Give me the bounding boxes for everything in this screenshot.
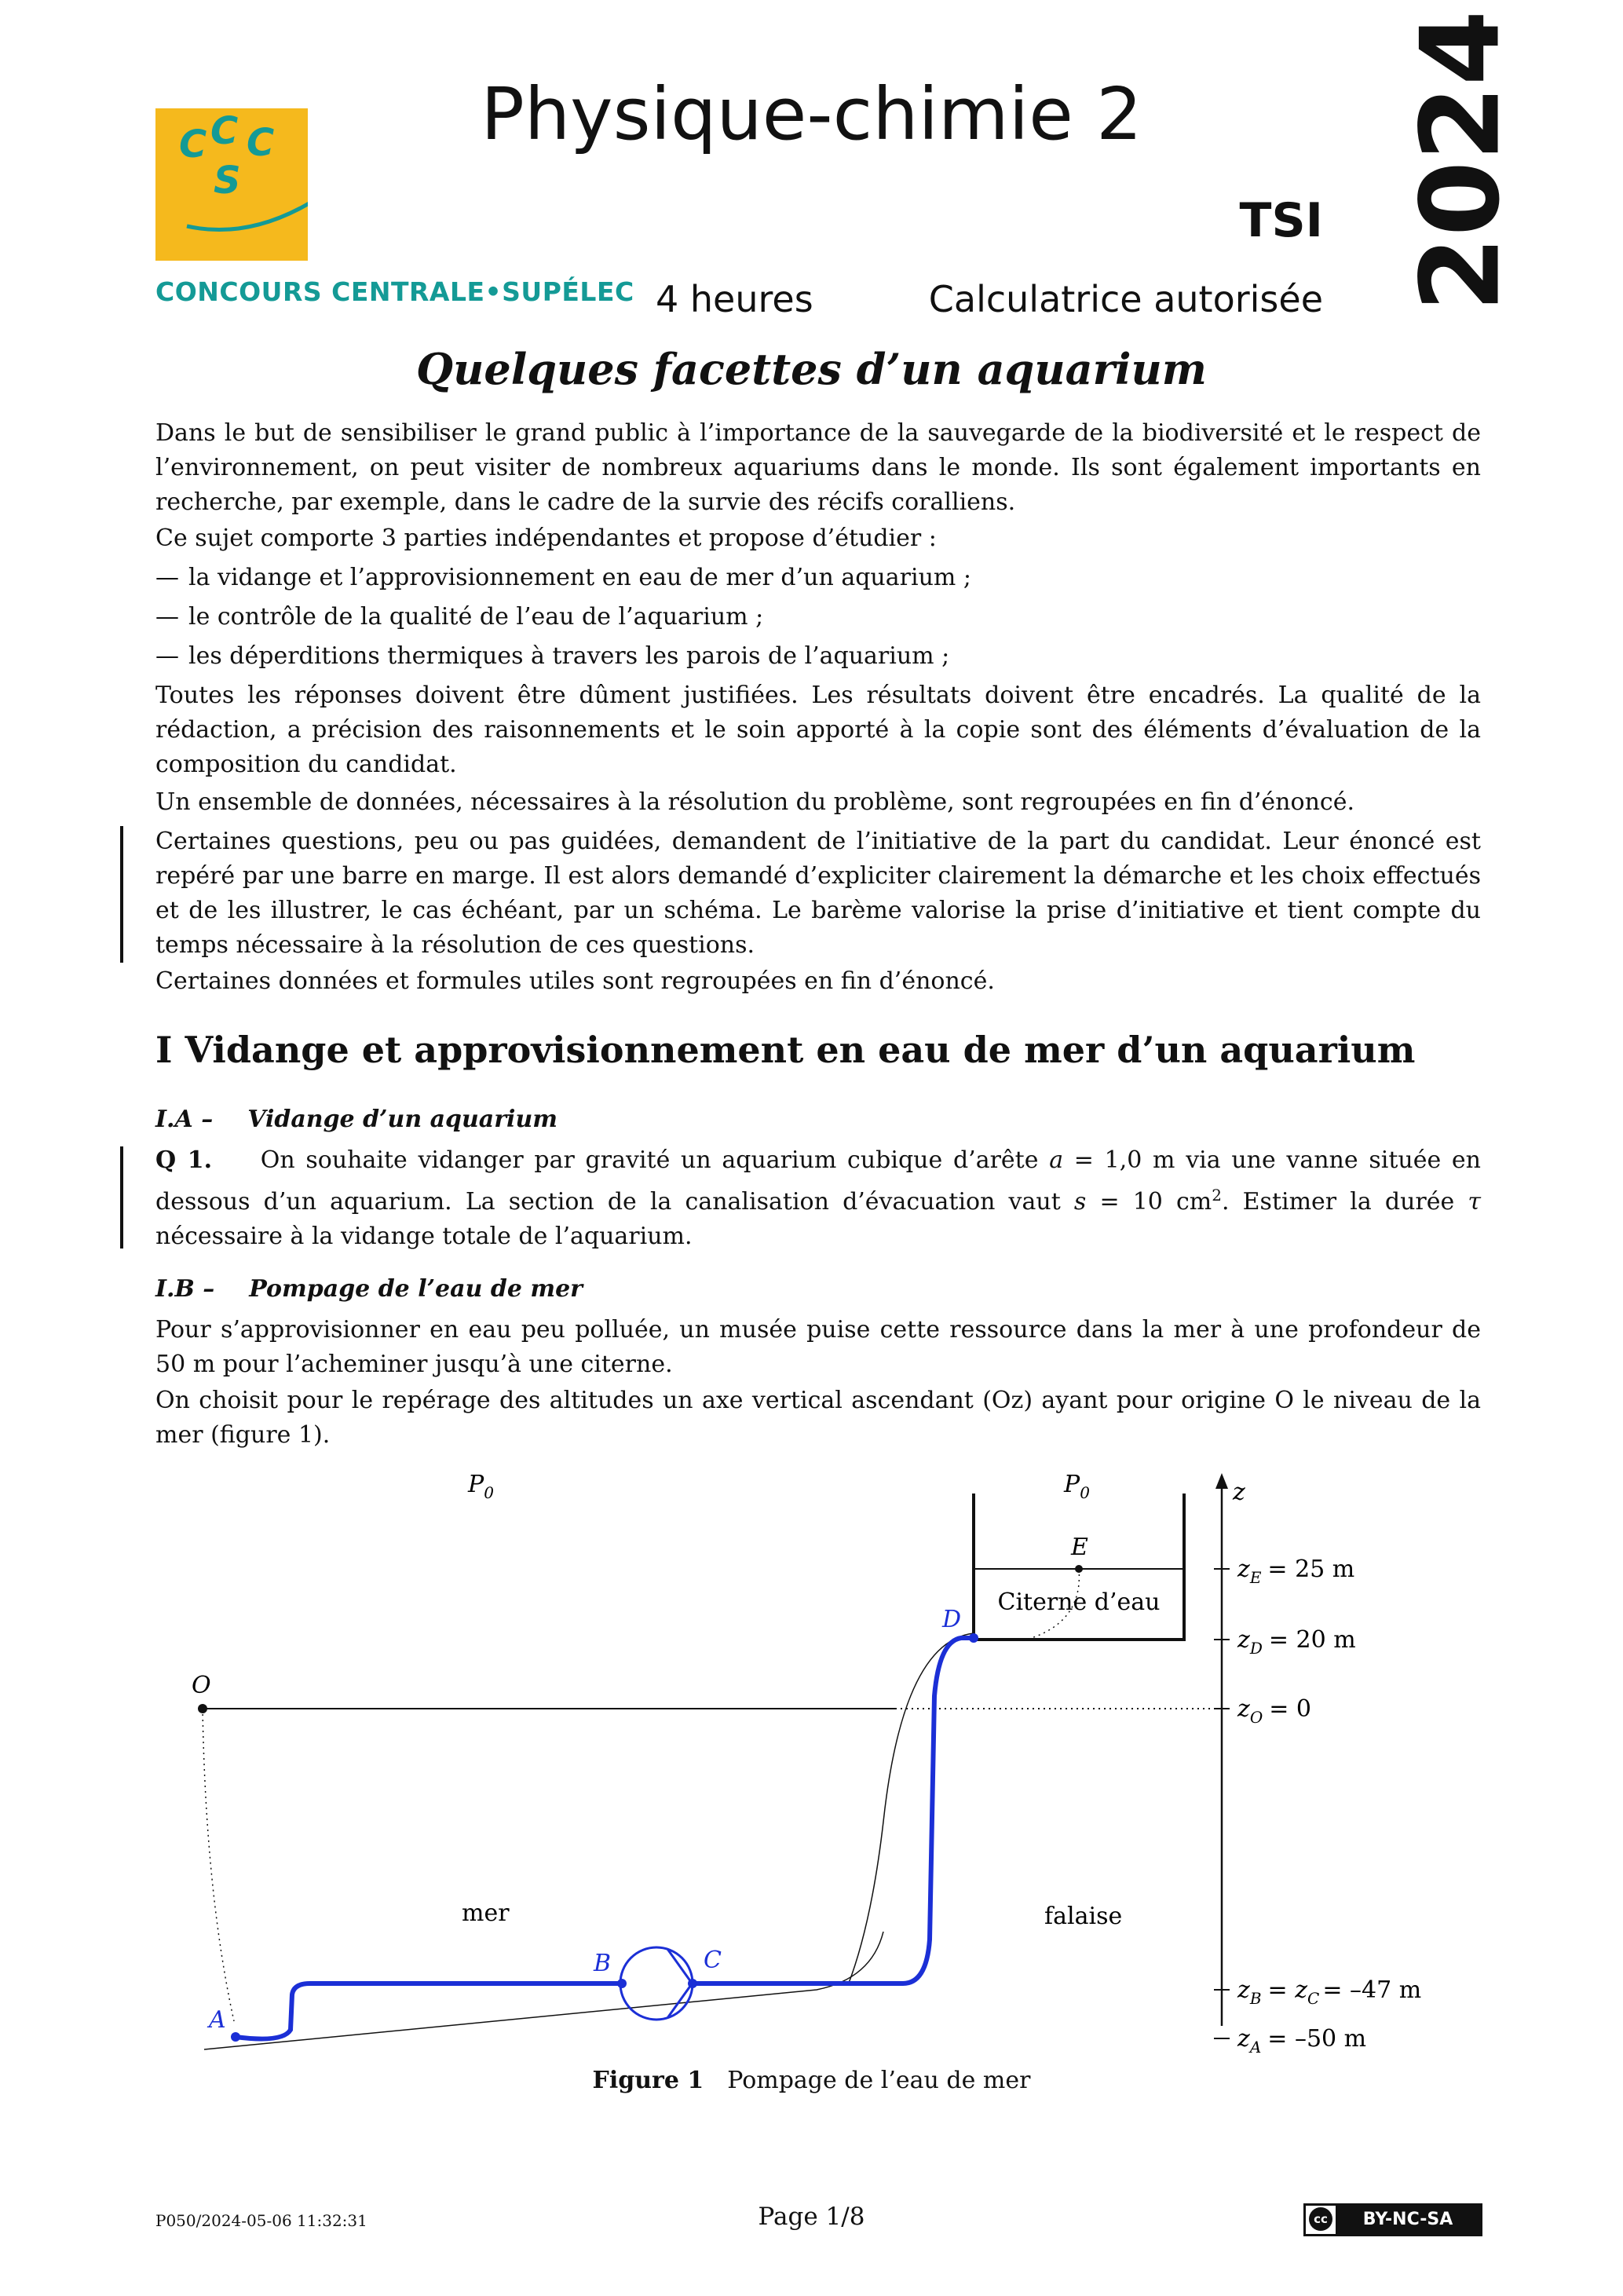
- page-number: Page 1/8: [758, 2203, 865, 2231]
- z-subscript: A: [1249, 2038, 1262, 2057]
- figure-caption-label: Figure 1: [592, 2067, 704, 2094]
- q1-var-s: s: [1073, 1188, 1087, 1216]
- question-1-label: Q 1.: [155, 1146, 213, 1174]
- sea-floor: [204, 1932, 883, 2049]
- z-value: = 0: [1269, 1695, 1311, 1723]
- label-zBC: [1237, 1976, 1421, 2008]
- subsection-IB-heading: [155, 1275, 583, 1303]
- z-subscript: E: [1249, 1568, 1262, 1587]
- cliff-label: falaise: [1044, 1903, 1123, 1930]
- q1-text-b: via une vanne située en dessous d’un aquarium. La section de la canalisation d’évacuation vaut: [155, 1146, 1481, 1216]
- bullet-text: la vidange et l’approvisionnement en eau de mer d’un aquarium ;: [188, 564, 971, 591]
- figure-caption: [0, 2067, 1623, 2094]
- z-value: = –50 m: [1267, 2025, 1367, 2053]
- point-C: [688, 1979, 697, 1988]
- q1-text-a: On souhaite vidanger par gravité un aquarium cubique d’arête: [260, 1146, 1039, 1174]
- bullet-dash: —: [155, 564, 179, 591]
- intro-paragraph-6: Certaines données et formules utiles sont regroupées en fin d’énoncé.: [155, 967, 995, 995]
- year-label: 2024: [1397, 9, 1524, 313]
- z-value: = 20 m: [1268, 1626, 1356, 1654]
- figure-caption-text: Pompage de l’eau de mer: [727, 2067, 1031, 2094]
- z-axis-label: z: [1233, 1479, 1245, 1506]
- duration-label: 4 heures: [656, 278, 813, 320]
- page-title: Physique-chimie 2: [481, 72, 1142, 156]
- logo-swoosh: [187, 188, 308, 230]
- point-A: [231, 2032, 240, 2042]
- z-symbol: z: [1237, 1556, 1250, 1583]
- license-badge: [1303, 2203, 1482, 2236]
- label-zD: [1237, 1626, 1356, 1658]
- label-zA: [1237, 2025, 1366, 2057]
- pump: [620, 1947, 693, 2020]
- subsection-IB-number: I.B –: [155, 1275, 215, 1303]
- O-to-A-dotted: [203, 1709, 234, 2021]
- label-A: A: [209, 2006, 226, 2034]
- q1-margin-bar: [120, 1146, 123, 1249]
- label-D: D: [942, 1606, 962, 1633]
- svg-text:zB= zC= –47 m: $z_B = z_C = -47$ m: [1237, 1976, 1422, 2008]
- point-B: [617, 1979, 627, 1988]
- bullet-dash: —: [155, 642, 179, 670]
- q1-var-tau: τ: [1468, 1188, 1481, 1216]
- intro-paragraph-2: Ce sujet comporte 3 parties indépendantes et propose d’étudier :: [155, 525, 937, 552]
- intro-paragraph-4: Un ensemble de données, nécessaires à la résolution du problème, sont regroupées en fin d’énoncé.: [155, 788, 1354, 816]
- subtitle: Quelques facettes d’un aquarium: [416, 344, 1207, 394]
- z-symbol: z: [1237, 2025, 1250, 2053]
- intro-paragraph-3: Toutes les réponses doivent être dûment justifiées. Les résultats doivent être encadrés. La qualité de la rédaction, a précision des raisonnements et le soin apporté à la copie sont des éléments d’évaluation de la composition du candidat.: [155, 682, 1481, 778]
- IB-paragraph-2: On choisit pour le repérage des altitudes un axe vertical ascendant (Oz) ayant pour origine O le niveau de la mer (figure 1).: [155, 1387, 1481, 1449]
- z-symbol: z: [1237, 1976, 1250, 2004]
- intro-bullet-3: [155, 639, 1481, 674]
- subsection-IB-title: Pompage de l’eau de mer: [249, 1275, 583, 1303]
- q1-text-c: . Estimer la durée: [1221, 1188, 1455, 1216]
- z-symbol: z: [1237, 1626, 1250, 1654]
- P0-right-label: $P_0$: [1064, 1471, 1090, 1502]
- initiative-margin-bar: [120, 826, 123, 963]
- svg-text:zO= 0: [1237, 1695, 1311, 1727]
- intro-paragraph-5: Certaines questions, peu ou pas guidées, demandent de l’initiative de la part du candidat. Leur énoncé est repéré par une barre en marge. Il est alors demandé d’expliciter clairement la démarche et les choix effectués et de les illustrer, le cas échéant, par un schéma. Le barème valorise la prise d’initiative et tient compte du temps nécessaire à la résolution de ces questions.: [155, 828, 1481, 959]
- license-text: BY-NC-SA: [1336, 2206, 1480, 2234]
- bullet-text: les déperditions thermiques à travers les parois de l’aquarium ;: [188, 642, 950, 670]
- intro-bullet-1: [155, 561, 1481, 595]
- logo-letter-c2: C: [210, 109, 239, 153]
- q1-text-d: nécessaire à la vidange totale de l’aquarium.: [155, 1223, 693, 1250]
- svg-text:zD= 20 m: [1237, 1626, 1356, 1658]
- question-1: [155, 1143, 1481, 1254]
- logo-letter-c3: C: [247, 121, 275, 165]
- z-subscript: O: [1249, 1708, 1263, 1727]
- z-subscript: B: [1249, 1989, 1262, 2008]
- label-O: O: [192, 1672, 211, 1699]
- cliff-outline: [848, 1633, 974, 1985]
- z-value: = 25 m: [1267, 1556, 1355, 1583]
- tank-label: Citerne d’eau: [997, 1589, 1161, 1616]
- z-subscript-2: C: [1307, 1989, 1320, 2008]
- intro-paragraph-1: Dans le but de sensibiliser le grand public à l’importance de la sauvegarde de la biodiversité et le respect de l’environnement, on peut visiter de nombreux aquariums dans le monde. Ils sont également importants en recherche, par exemple, dans le cadre de la survie des récifs coralliens.: [155, 419, 1481, 516]
- IB-paragraph-1: Pour s’approvisionner en eau peu polluée, un musée puise cette ressource dans la mer à une profondeur de 50 m pour l’acheminer jusqu’à une citerne.: [155, 1316, 1481, 1378]
- footer-reference: P050/2024-05-06 11:32:31: [155, 2211, 367, 2230]
- q1-exp-s: 2: [1212, 1186, 1222, 1205]
- track-label: TSI: [1239, 193, 1323, 248]
- calculator-label: Calculatrice autorisée: [928, 278, 1323, 320]
- subsection-IA-title: Vidange d’un aquarium: [247, 1106, 557, 1133]
- point-D: [969, 1633, 978, 1643]
- bullet-text: le contrôle de la qualité de l’eau de l’aquarium ;: [188, 603, 764, 631]
- svg-text:zA= –50 m: [1237, 2025, 1366, 2057]
- q1-val-a: = 1,0 m: [1073, 1146, 1175, 1174]
- bullet-dash: —: [155, 603, 179, 631]
- figure-1: [0, 1453, 1623, 2065]
- sea-label: mer: [462, 1899, 510, 1927]
- z-symbol: z: [1237, 1695, 1250, 1723]
- z-symbol: z: [1295, 1976, 1308, 2004]
- subsection-IA-number: I.A –: [155, 1106, 214, 1133]
- intro-bullet-2: [155, 600, 1481, 634]
- P0-left-label: $P_0$: [468, 1471, 494, 1502]
- z-value: = –47 m: [1322, 1976, 1422, 2004]
- logo-text: CONCOURS CENTRALE•SUPÉLEC: [155, 276, 634, 307]
- label-E: E: [1071, 1534, 1088, 1561]
- label-zE: [1237, 1556, 1354, 1587]
- subsection-IA-heading: [155, 1106, 557, 1133]
- pipe: [236, 1638, 974, 2039]
- label-B: B: [594, 1950, 612, 1977]
- label-C: C: [704, 1947, 722, 1974]
- z-axis-arrow: [1215, 1473, 1228, 1489]
- q1-val-s: = 10 cm: [1099, 1188, 1212, 1216]
- z-subscript: D: [1249, 1639, 1263, 1658]
- label-zO: [1237, 1695, 1311, 1727]
- logo-letter-c1: C: [179, 122, 207, 166]
- svg-text:zE= 25 m: [1237, 1556, 1354, 1587]
- section-title-I: I Vidange et approvisionnement en eau de mer d’un aquarium: [155, 1029, 1416, 1071]
- q1-var-a: a: [1049, 1146, 1064, 1174]
- logo-letter-s: S: [214, 159, 241, 203]
- cc-icon: cc: [1309, 2207, 1332, 2231]
